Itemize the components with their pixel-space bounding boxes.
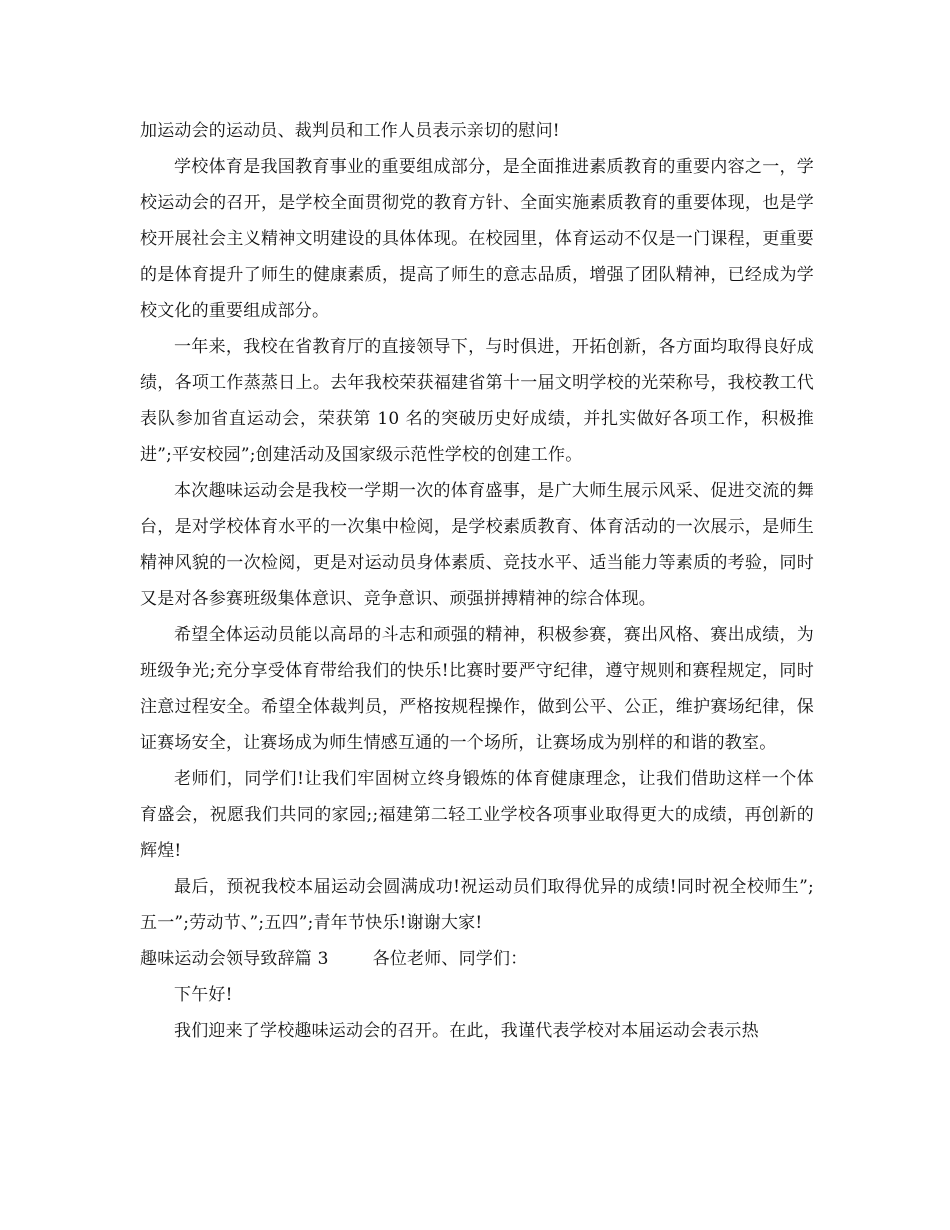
paragraph-closing-wishes: 最后，预祝我校本届运动会圆满成功!祝运动员们取得优异的成绩!同时祝全校师生”;五一”;劳动节、”;五四”;青年节快乐!谢谢大家!: [140, 877, 814, 933]
paragraph-year-review: 一年来，我校在省教育厅的直接领导下，与时俱进，开拓创新，各方面均取得良好成绩，各项工作蒸蒸日上。去年我校荣获福建省第十一届文明学校的光荣称号，我校教工代表队参加省直运动会，荣获第 10 名的突破历史好成绩，并扎实做好各项工作，积极推进”;平安校园”;创建活动及国家级示范性学校的创建工作。: [140, 337, 814, 465]
paragraph-call-to-action: 老师们，同学们!让我们牢固树立终身锻炼的体育健康理念，让我们借助这样一个体育盛会，祝愿我们共同的家园;;福建第二轻工业学校各项事业取得更大的成绩，再创新的辉煌!: [140, 769, 814, 861]
paragraph-continuation: 加运动会的运动员、裁判员和工作人员表示亲切的慰问!: [140, 121, 560, 141]
document-body: [140, 113, 814, 1049]
salutation: 各位老师、同学们：: [372, 949, 528, 969]
section-heading-line: [140, 941, 814, 977]
greeting: 下午好!: [174, 985, 233, 1005]
paragraph-expectations: 希望全体运动员能以高昂的斗志和顽强的精神，积极参赛，赛出风格、赛出成绩，为班级争光;充分享受体育带给我们的快乐!比赛时要严守纪律，遵守规则和赛程规定，同时注意过程安全。希望全体裁判员，严格按规程操作，做到公平、公正，维护赛场纪律，保证赛场安全，让赛场成为师生情感互通的一个场所，让赛场成为别样的和谐的教室。: [140, 625, 814, 753]
paragraph-opening: 我们迎来了学校趣味运动会的召开。在此，我谨代表学校对本届运动会表示热: [174, 1021, 759, 1041]
paragraph-school-sports: 学校体育是我国教育事业的重要组成部分，是全面推进素质教育的重要内容之一，学校运动会的召开，是学校全面贯彻党的教育方针、全面实施素质教育的重要体现，也是学校开展社会主义精神文明建设的具体体现。在校园里，体育运动不仅是一门课程，更重要的是体育提升了师生的健康素质，提高了师生的意志品质，增强了团队精神，已经成为学校文化的重要组成部分。: [140, 157, 814, 321]
paragraph-fun-games: 本次趣味运动会是我校一学期一次的体育盛事，是广大师生展示风采、促进交流的舞台，是对学校体育水平的一次集中检阅，是学校素质教育、体育活动的一次展示，是师生精神风貌的一次检阅，更是对运动员身体素质、竞技水平、适当能力等素质的考验，同时又是对各参赛班级集体意识、竞争意识、顽强拼搏精神的综合体现。: [140, 481, 814, 609]
section-title: 趣味运动会领导致辞篇 3: [140, 949, 329, 969]
